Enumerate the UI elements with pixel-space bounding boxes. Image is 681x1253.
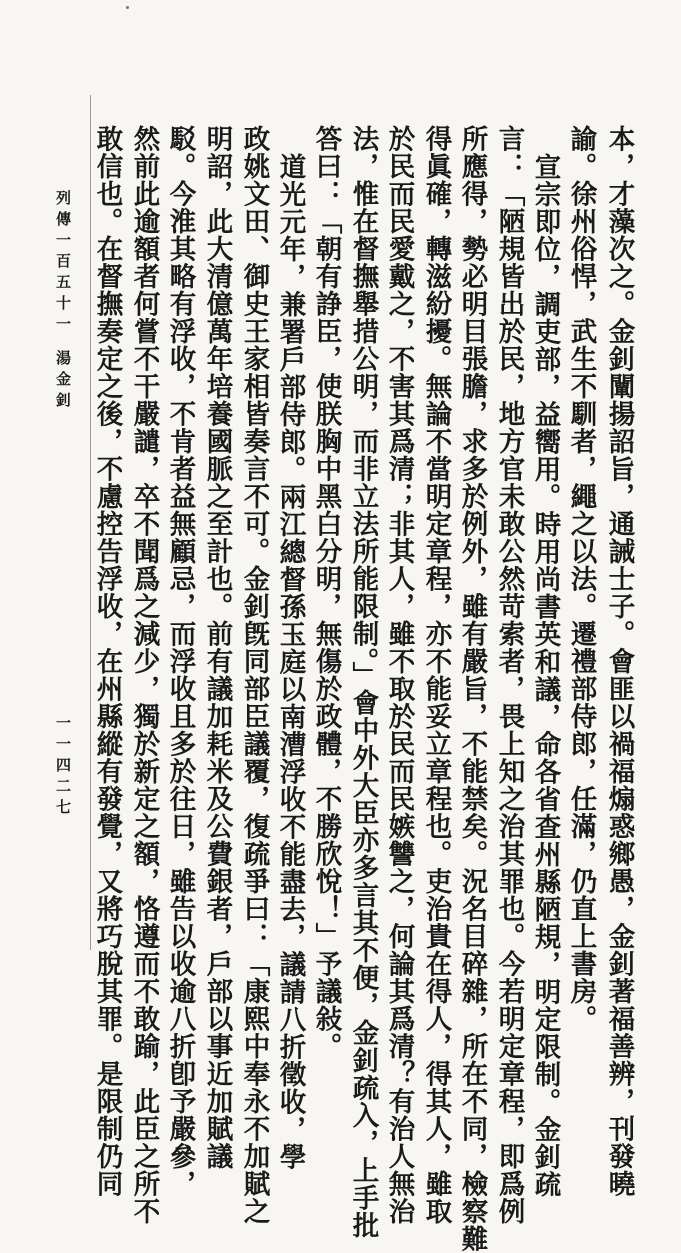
subject-name: 湯金釗 — [54, 350, 72, 413]
text-column: 明詔，此大清億萬年培養國脈之至計也。前有議加耗米及公費銀者，戶部以事近加賦議 — [201, 125, 233, 1170]
text-column: 得眞確，轉滋紛擾。無論不當明定章程，亦不能妥立章程也。吏治貴在得人，得其人，雖取 — [420, 125, 452, 1225]
text-column: 宣宗即位，調吏部，益嚮用。時用尚書英和議，命各省查州縣陋規，明定限制。金釗疏 — [529, 153, 561, 1198]
text-column: 諭。徐州俗悍，武生不馴者，繩之以法。遷禮部侍郎，任滿，仍直上書房。 — [565, 125, 597, 1033]
text-column: 政姚文田、御史王家相皆奏言不可。金釗旣同部臣議覆，復疏爭曰：「康熙中奉永不加賦之 — [238, 125, 270, 1225]
text-column: 所應得，勢必明目張膽，求多於例外，雖有嚴旨，不能禁矣。況名目碎雜，所在不同，檢察難 — [456, 125, 488, 1253]
text-column: 言：「陋規皆出於民，地方官未敢公然苛索者，畏上知之治其罪也。今若明定章程，即爲例 — [493, 125, 525, 1225]
chapter-heading: 列傳一百五十一 — [54, 190, 72, 337]
page-number: 一一四二七 — [54, 715, 72, 820]
text-column: 道光元年，兼署戶部侍郎。兩江總督孫玉庭以南漕浮收不能盡去，議請八折徵收，學 — [274, 153, 306, 1171]
text-column: 然前此逾額者何嘗不干嚴譴，卒不聞爲之減少，獨於新定之額，恪遵而不敢踰，此臣之所不 — [128, 125, 160, 1225]
text-column: 於民而民愛戴之，不害其爲清；非其人，雖不取於民而民嫉讐之，何論其爲清？有治人無治 — [383, 125, 415, 1225]
text-column: 敢信也。在督撫奏定之後，不慮控告浮收，在州縣縱有發覺，又將巧脫其罪。是限制仍同 — [91, 125, 123, 1198]
text-column: 駁。今淮其略有浮收，不肯者益無顧忌，而浮收且多於往日，雖告以收逾八折卽予嚴參， — [164, 125, 196, 1198]
text-column: 法，惟在督撫舉措公明，而非立法所能限制。」會中外大臣亦多言其不便，金釗疏入，上手批 — [347, 125, 379, 1240]
margin-rule — [90, 95, 91, 950]
print-speck — [126, 6, 129, 9]
text-column: 答曰：「朝有諍臣，使朕胸中黑白分明，無傷於政體，不勝欣悅！」予議敍。 — [310, 125, 342, 1060]
text-column: 本，才藻次之。金釗闡揚詔旨，通誡士子。會匪以禍福煽惑鄉愚，金釗著福善辨，刊發曉 — [603, 125, 635, 1198]
